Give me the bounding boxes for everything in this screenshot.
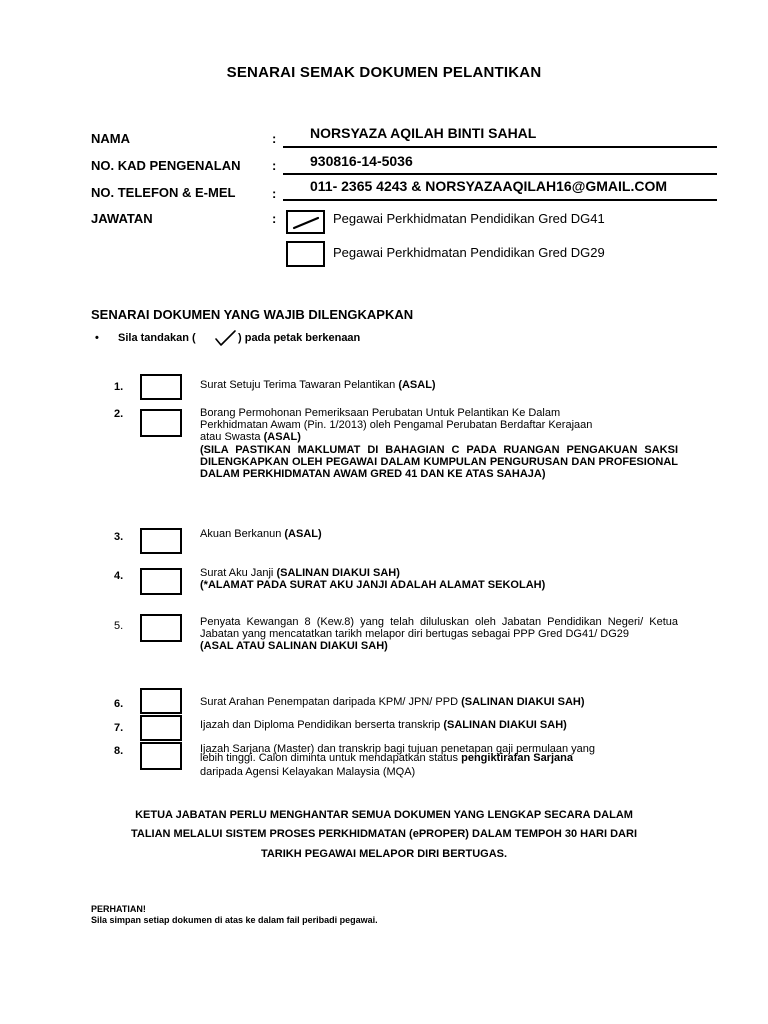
item-checkbox[interactable] — [140, 742, 182, 770]
item-number: 5. — [114, 620, 124, 632]
warning-text: Sila simpan setiap dokumen di atas ke dalam fail peribadi pegawai. — [91, 915, 378, 925]
item-number: 7. — [114, 722, 124, 734]
item-note: (*ALAMAT PADA SURAT AKU JANJI ADALAH ALAMAT SEKOLAH) — [200, 579, 546, 591]
item-text: Borang Permohonan Pemeriksaan Perubatan Untuk Pelantikan Ke Dalam Perkhidmatan Awam (Pin. 1/2013) oleh Pengamal Perubatan Berdaftar Kerajaan atau Swasta (ASAL) (SILA PASTIKAN MAKLUMAT DI BAHAGIAN C PADA RUANGAN PENGAKUAN SAKSI DILENGKAPKAN OLEH PEGAWAI DALAM KUMPULAN PENGURUSAN DAN PROFESIONAL DALAM PERKHIDMATAN AWAM GRED 41 DAN KE ATAS SAHAJA) — [200, 407, 678, 480]
item-checkbox[interactable] — [140, 614, 182, 642]
position-option-dg41: Pegawai Perkhidmatan Pendidikan Gred DG41 — [333, 211, 605, 226]
item-text: Ijazah dan Diploma Pendidikan berserta transkrip (SALINAN DIAKUI SAH) — [200, 719, 567, 731]
position-checkbox-dg29[interactable] — [286, 241, 325, 267]
item-number: 8. — [114, 745, 124, 757]
item-checkbox[interactable] — [140, 374, 182, 400]
ic-value: 930816-14-5036 — [310, 153, 413, 169]
ic-label: NO. KAD PENGENALAN — [91, 158, 241, 173]
name-colon: : — [272, 131, 277, 146]
item-text: Surat Arahan Penempatan daripada KPM/ JPN/ PPD (SALINAN DIAKUI SAH) — [200, 696, 585, 708]
item-text: Surat Aku Janji (SALINAN DIAKUI SAH) (*ALAMAT PADA SURAT AKU JANJI ADALAH ALAMAT SEKOLAH) — [200, 567, 678, 591]
ic-colon: : — [272, 158, 277, 173]
item-text: Ijazah Sarjana (Master) dan transkrip bagi tujuan penetapan gaji permulaan yang lebih tinggi. Calon diminta untuk mendapatkan status pengiktirafan Sarjana daripada Agensi Kelayakan Malaysia (MQA) — [200, 743, 596, 778]
position-label: JAWATAN — [91, 211, 153, 226]
item-number: 3. — [114, 531, 124, 543]
item-number: 6. — [114, 698, 124, 710]
item-text: Akuan Berkanun (ASAL) — [200, 528, 322, 540]
item-checkbox[interactable] — [140, 528, 182, 554]
phone-value: 011- 2365 4243 & NORSYAZAAQILAH16@GMAIL.COM — [310, 178, 668, 194]
name-label: NAMA — [91, 131, 130, 146]
position-checkbox-dg41[interactable] — [286, 210, 325, 234]
item-checkbox[interactable] — [140, 568, 182, 595]
section-title: SENARAI DOKUMEN YANG WAJIB DILENGKAPKAN — [91, 307, 414, 322]
position-colon: : — [272, 211, 277, 226]
notice-line-1: KETUA JABATAN PERLU MENGHANTAR SEMUA DOKUMEN YANG LENGKAP SECARA DALAM — [135, 809, 633, 821]
phone-colon: : — [272, 186, 277, 201]
item-checkbox[interactable] — [140, 409, 182, 437]
position-option-dg29: Pegawai Perkhidmatan Pendidikan Gred DG29 — [333, 245, 605, 260]
item-note: (ASAL ATAU SALINAN DIAKUI SAH) — [200, 640, 388, 652]
instruction-bullet: • — [95, 332, 99, 344]
item-number: 1. — [114, 381, 124, 393]
name-value: NORSYAZA AQILAH BINTI SAHAL — [310, 125, 537, 141]
name-underline — [283, 146, 717, 148]
page-title: SENARAI SEMAK DOKUMEN PELANTIKAN — [226, 64, 542, 81]
item-number: 4. — [114, 570, 124, 582]
warning-title: PERHATIAN! — [91, 904, 146, 914]
item-note: (SILA PASTIKAN MAKLUMAT DI BAHAGIAN C PADA RUANGAN PENGAKUAN SAKSI DILENGKAPKAN OLEH PEGAWAI DALAM KUMPULAN PENGURUSAN DAN PROFESIONAL DALAM PERKHIDMATAN AWAM GRED 41 DAN KE ATAS SAHAJA) — [200, 444, 678, 480]
notice-line-2: TALIAN MELALUI SISTEM PROSES PERKHIDMATAN (ePROPER) DALAM TEMPOH 30 HARI DARI — [130, 828, 638, 840]
item-text: Surat Setuju Terima Tawaran Pelantikan (ASAL) — [200, 379, 436, 391]
tick-mark-icon — [288, 212, 323, 232]
instruction-text-start: Sila tandakan ( — [118, 332, 196, 344]
item-checkbox[interactable] — [140, 688, 182, 714]
phone-label: NO. TELEFON & E-MEL — [91, 185, 236, 200]
item-number: 2. — [114, 408, 124, 420]
item-text: Penyata Kewangan 8 (Kew.8) yang telah diluluskan oleh Jabatan Pendidikan Negeri/ Ketua Jabatan yang mencatatkan tarikh melapor diri bertugas sebagai PPP Gred DG41/ DG29 (ASAL ATAU SALINAN DIAKUI SAH) — [200, 616, 678, 652]
item-checkbox[interactable] — [140, 715, 182, 741]
phone-underline — [283, 199, 717, 201]
ic-underline — [283, 173, 717, 175]
check-mark-icon — [212, 328, 238, 348]
notice-line-3: TARIKH PEGAWAI MELAPOR DIRI BERTUGAS. — [260, 848, 508, 860]
instruction-text-end: ) pada petak berkenaan — [238, 332, 361, 344]
